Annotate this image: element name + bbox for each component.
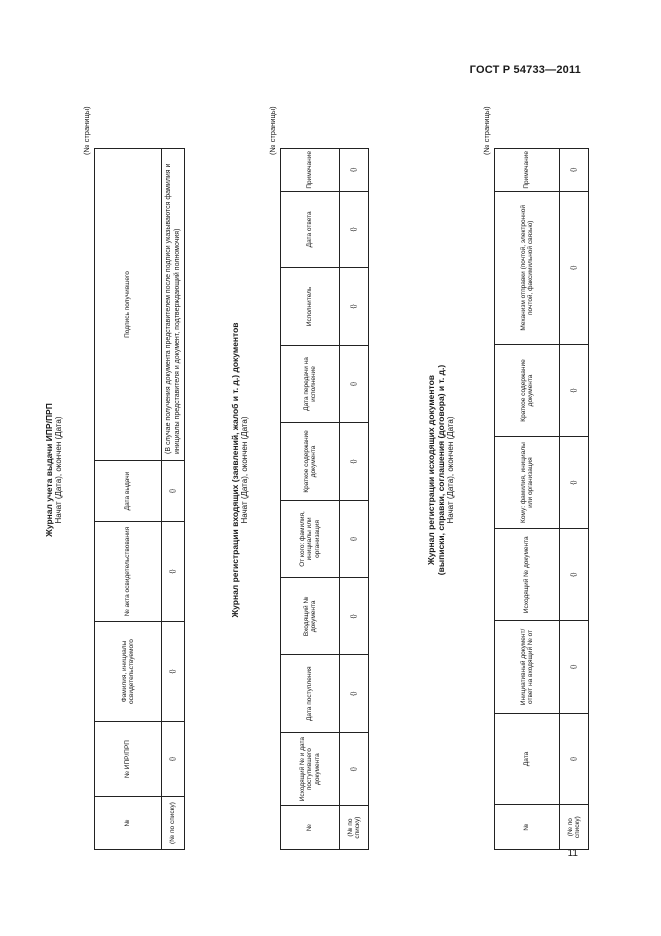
table-row	[560, 149, 589, 850]
table-header-row	[95, 149, 162, 850]
column-header: От кого: фамилия, инициалы или организация	[281, 500, 340, 578]
table-cell: (№ по списку)	[560, 805, 589, 850]
column-header: № акта освидетельствования	[95, 522, 162, 622]
table-cell: {}	[560, 191, 589, 344]
column-header: Кому: фамилия, инициалы или организация	[495, 437, 560, 529]
table-cell: {}	[560, 713, 589, 805]
document-header: ГОСТ Р 54733—2011	[469, 64, 581, 76]
table-cell: {}	[560, 149, 589, 192]
table-cell: {}	[340, 149, 369, 192]
column-header: Входящий № документа	[281, 578, 340, 655]
table-cell: {}	[162, 522, 185, 622]
journal3-title: Журнал регистрации исходящих документов	[426, 375, 436, 565]
journal2-table	[280, 148, 369, 850]
journal1-subtitle: Начат (Дата), окончен (Дата)	[54, 416, 63, 524]
table-cell: {}	[162, 622, 185, 722]
column-header: Дата передачи на исполнение	[281, 345, 340, 422]
table-cell: (№ по списку)	[340, 806, 369, 850]
table-cell: {}	[560, 437, 589, 529]
table-cell: {}	[162, 461, 185, 522]
table-cell: {}	[560, 529, 589, 621]
page-number: 11	[567, 848, 578, 859]
journal2-subtitle: Начат (Дата), окончен (Дата)	[240, 416, 249, 524]
column-header: Подпись получившего	[95, 149, 162, 461]
column-header: Краткое содержание документа	[281, 423, 340, 500]
column-header: Примечание	[495, 149, 560, 192]
rotated-content	[30, 90, 590, 850]
column-header: Исходящий № документа	[495, 529, 560, 621]
table-cell: {}	[340, 268, 369, 346]
column-header: Исходящий № и дата поступившего документа	[281, 733, 340, 806]
column-header: Инициативный документ/ответ на входящий № от	[495, 621, 560, 713]
table-cell: {}	[340, 191, 369, 267]
column-header: Фамилия, инициалы освидетельствуемого	[95, 622, 162, 722]
table-cell: {}	[560, 621, 589, 713]
journal3-table	[494, 148, 589, 850]
journal2-page-note: (№ страницы)	[268, 106, 277, 155]
column-header: №	[95, 797, 162, 850]
column-header: № ИПР/ПРП	[95, 722, 162, 797]
table-cell: {}	[340, 655, 369, 733]
table-cell: {}	[340, 733, 369, 806]
table-cell: {}	[340, 345, 369, 422]
journal1-page-note: (№ страницы)	[82, 106, 91, 155]
column-header: Механизм отправки (почтой, электронной почтой, факсимильной связью)	[495, 191, 560, 344]
table-header-row	[281, 149, 340, 850]
column-header: Исполнитель	[281, 268, 340, 346]
column-header: Примечание	[281, 149, 340, 192]
column-header: Краткое содержание документа	[495, 344, 560, 436]
table-cell: {}	[162, 722, 185, 797]
table-row	[162, 149, 185, 850]
column-header: Дата	[495, 713, 560, 805]
column-header: Дата ответа	[281, 191, 340, 267]
table-header-row	[495, 149, 560, 850]
journal1-title: Журнал учета выдачи ИПР/ПРП	[44, 403, 54, 537]
journal3-subtitle: Начат (Дата), окончен (Дата)	[446, 416, 455, 524]
column-header: Дата выдачи	[95, 461, 162, 522]
column-header: №	[281, 806, 340, 850]
table-cell: (№ по списку)	[162, 797, 185, 850]
journal3-title-line2: (выписки, справки, соглашения (договора) и т. д.)	[436, 364, 446, 576]
table-cell: {}	[560, 344, 589, 436]
journal3-page-note: (№ страницы)	[482, 106, 491, 155]
table-cell: {}	[340, 500, 369, 578]
signature-note: (В случае получения документа представителем после подписи указываются фамилия и инициалы представителя и документ, подтверждающий полномочия)	[162, 149, 185, 461]
journal2-title: Журнал регистрации входящих (заявлений, жалоб и т. д.) документов	[230, 322, 240, 618]
column-header: №	[495, 805, 560, 850]
table-cell: {}	[340, 578, 369, 655]
column-header: Дата поступления	[281, 655, 340, 733]
journal1-table	[94, 148, 185, 850]
table-row	[340, 149, 369, 850]
table-cell: {}	[340, 423, 369, 500]
